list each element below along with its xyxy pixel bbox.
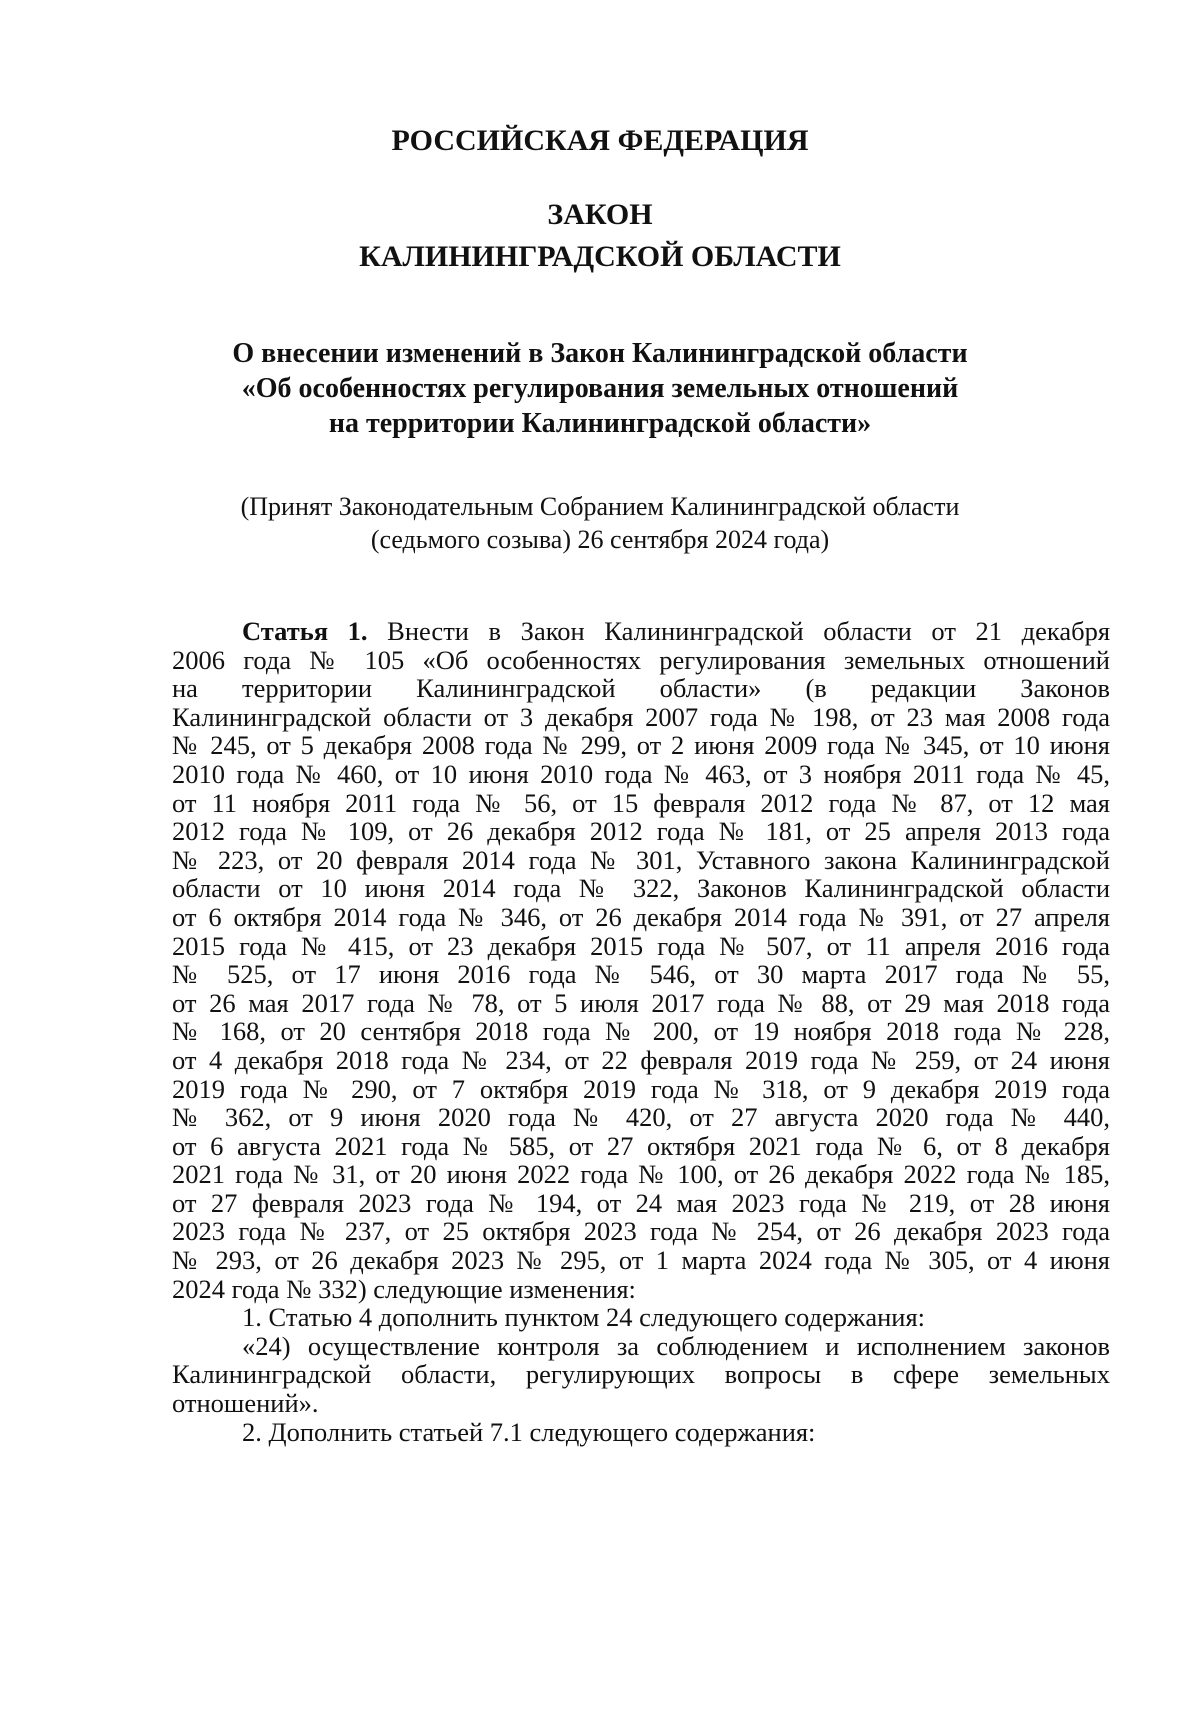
adoption-note-line: (Принят Законодательным Собранием Калининградской области [240, 492, 960, 521]
quoted-text-line: Калининградской области, регулирующих вопросы в сфере земельных [172, 1359, 1110, 1390]
law-type-heading: ЗАКОН [547, 198, 653, 231]
article-line: области от 10 июня 2014 года № 322, Законов Калининградской области [172, 873, 1110, 904]
article-line: № 362, от 9 июня 2020 года № 420, от 27 августа 2020 года № 440, [172, 1102, 1110, 1133]
article-line: 2024 года № 332) следующие изменения: [172, 1273, 636, 1304]
article-1-first-line [172, 617, 1110, 646]
law-title [0, 336, 1200, 441]
article-line: № 245, от 5 декабря 2008 года № 299, от 2 июня 2009 года № 345, от 10 июня [172, 730, 1110, 761]
quoted-text-line: отношений». [172, 1388, 319, 1419]
article-line: от 26 мая 2017 года № 78, от 5 июля 2017 года № 88, от 29 мая 2018 года [172, 987, 1110, 1018]
adoption-note [0, 490, 1200, 556]
article-label: Статья 1. [242, 616, 368, 646]
article-line: № 525, от 17 июня 2016 года № 546, от 30 марта 2017 года № 55, [172, 959, 1110, 990]
article-line: 2019 года № 290, от 7 октября 2019 года № 318, от 9 декабря 2019 года [172, 1073, 1110, 1104]
article-line: от 4 декабря 2018 года № 234, от 22 февраля 2019 года № 259, от 24 июня [172, 1044, 1110, 1075]
article-line: 2021 года № 31, от 20 июня 2022 года № 100, от 26 декабря 2022 года № 185, [172, 1159, 1110, 1190]
article-line: на территории Калининградской области» (в редакции Законов [172, 673, 1110, 704]
article-line: Калининградской области от 3 декабря 2007 года № 198, от 23 мая 2008 года [172, 701, 1110, 732]
article-line: 2010 года № 460, от 10 июня 2010 года № 463, от 3 ноября 2011 года № 45, [172, 758, 1110, 789]
article-line: от 11 ноября 2011 года № 56, от 15 февраля 2012 года № 87, от 12 мая [172, 787, 1110, 818]
article-line: 2015 года № 415, от 23 декабря 2015 года № 507, от 11 апреля 2016 года [172, 930, 1110, 961]
article-line: 2012 года № 109, от 26 декабря 2012 года № 181, от 25 апреля 2013 года [172, 816, 1110, 847]
article-line: № 223, от 20 февраля 2014 года № 301, Уставного закона Калининградской [172, 844, 1110, 875]
article-1 [172, 617, 1110, 1446]
article-line: от 6 августа 2021 года № 585, от 27 октября 2021 года № 6, от 8 декабря [172, 1130, 1110, 1161]
article-line: 2023 года № 237, от 25 октября 2023 года № 254, от 26 декабря 2023 года [172, 1216, 1110, 1247]
federation-heading: РОССИЙСКАЯ ФЕДЕРАЦИЯ [391, 124, 809, 157]
quoted-text-line: «24) осуществление контроля за соблюдением и исполнением законов [242, 1330, 1110, 1361]
law-region-heading: КАЛИНИНГРАДСКОЙ ОБЛАСТИ [359, 240, 841, 273]
article-line: № 168, от 20 сентября 2018 года № 200, от 19 ноября 2018 года № 228, [172, 1016, 1110, 1047]
amendment-item-1: 1. Статью 4 дополнить пунктом 24 следующего содержания: [242, 1302, 926, 1333]
adoption-note-line: (седьмого созыва) 26 сентября 2024 года) [370, 525, 830, 554]
law-title-line: на территории Калининградской области» [328, 408, 872, 439]
law-title-line: «Об особенностях регулирования земельных отношений [241, 373, 959, 404]
amendment-item-2: 2. Дополнить статьей 7.1 следующего содержания: [242, 1416, 816, 1447]
article-text: Внести в Закон Калининградской области от 21 декабря [367, 616, 1111, 646]
article-line: от 6 октября 2014 года № 346, от 26 декабря 2014 года № 391, от 27 апреля [172, 901, 1110, 932]
article-line: от 27 февраля 2023 года № 194, от 24 мая 2023 года № 219, от 28 июня [172, 1187, 1110, 1218]
law-title-line: О внесении изменений в Закон Калининградской области [232, 338, 968, 369]
article-line: 2006 года № 105 «Об особенностях регулирования земельных отношений [172, 644, 1110, 675]
article-line: № 293, от 26 декабря 2023 № 295, от 1 марта 2024 года № 305, от 4 июня [172, 1245, 1110, 1276]
